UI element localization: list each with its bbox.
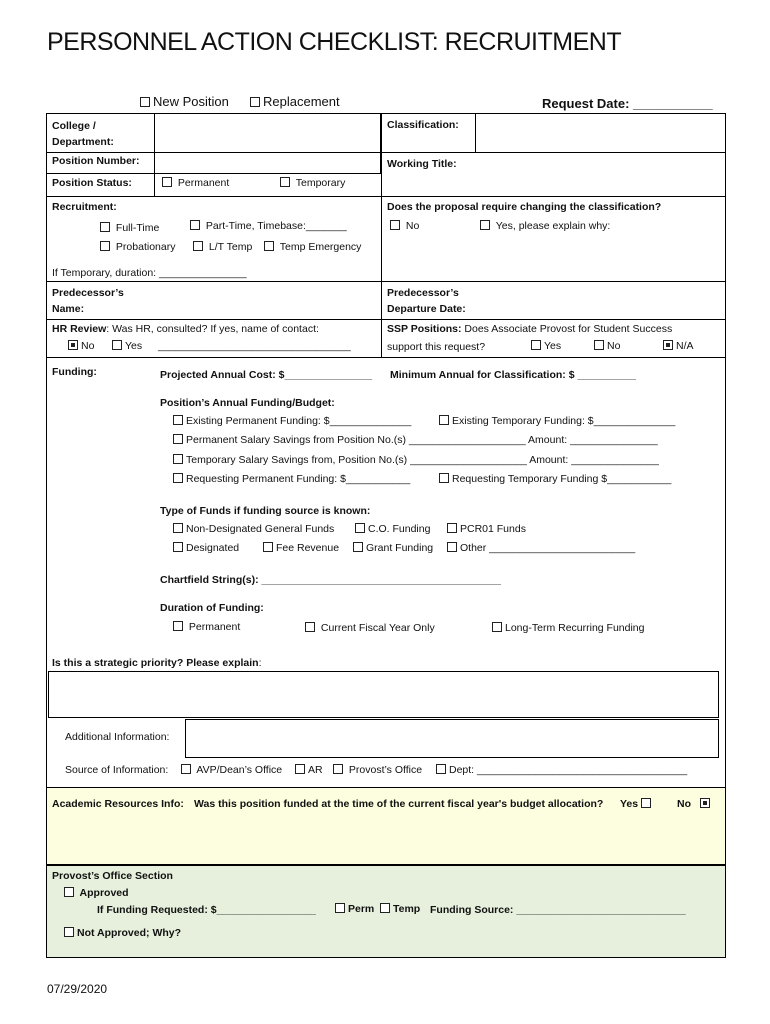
additional-info-label: Additional Information: [65, 731, 170, 743]
funding-source[interactable]: Funding Source: _____________________________ [430, 904, 686, 916]
status-temporary-checkbox[interactable] [280, 177, 290, 187]
provost-temp-checkbox[interactable] [380, 903, 390, 913]
class-change-no-checkbox[interactable] [390, 220, 400, 230]
source-of-info: Source of Information: [65, 764, 169, 776]
source-dept-checkbox[interactable] [436, 764, 446, 774]
page-title: PERSONNEL ACTION CHECKLIST: RECRUITMENT [47, 28, 622, 56]
duration-current-fy[interactable]: Current Fiscal Year Only [305, 622, 435, 634]
recruitment-label: Recruitment: [52, 201, 117, 213]
academic-resources-label: Academic Resources Info: [52, 798, 184, 810]
class-change-no[interactable]: No [390, 220, 419, 232]
requesting-temporary[interactable]: Requesting Temporary Funding $___________ [439, 473, 671, 485]
status-temporary[interactable]: Temporary [280, 177, 345, 189]
duration-funding-label: Duration of Funding: [160, 602, 264, 614]
provost-perm[interactable]: Perm [335, 903, 374, 915]
ssp-yes-checkbox[interactable] [531, 340, 541, 350]
predecessor-departure-label: Predecessor’s Departure Date: [387, 287, 466, 315]
part-time-option[interactable]: Part-Time, Timebase:_______ [190, 220, 347, 232]
source-avp[interactable]: AVP/Dean’s Office [181, 764, 282, 776]
pcr01-checkbox[interactable] [447, 523, 457, 533]
academic-yes[interactable]: Yes [620, 798, 654, 810]
college-dept-field[interactable] [154, 113, 381, 153]
status-permanent[interactable]: Permanent [162, 177, 229, 189]
provost-not-approved[interactable]: Not Approved; Why? [64, 927, 181, 939]
existing-temporary-checkbox[interactable] [439, 415, 449, 425]
type-of-funds-label: Type of Funds if funding source is known: [160, 505, 371, 517]
divider [46, 152, 726, 153]
projected-annual-cost[interactable]: Projected Annual Cost: $_______________ [160, 369, 373, 381]
existing-permanent-checkbox[interactable] [173, 415, 183, 425]
probationary-checkbox[interactable] [100, 241, 110, 251]
temp-emergency-checkbox[interactable] [264, 241, 274, 251]
designated-checkbox[interactable] [173, 542, 183, 552]
class-change-yes-checkbox[interactable] [480, 220, 490, 230]
hr-review-no[interactable]: No [68, 340, 94, 352]
requesting-temporary-checkbox[interactable] [439, 473, 449, 483]
strategic-priority-label: Is this a strategic priority? Please explain: [52, 657, 262, 669]
funding-label: Funding: [52, 366, 97, 378]
perm-salary-savings-checkbox[interactable] [173, 434, 183, 444]
fee-revenue[interactable]: Fee Revenue [263, 542, 339, 554]
academic-resources-question: Was this position funded at the time of the current fiscal year's budget allocation? [194, 798, 604, 810]
divider [381, 113, 382, 357]
other-funds-checkbox[interactable] [447, 542, 457, 552]
classification-field[interactable] [475, 113, 726, 153]
ssp-na-checkbox[interactable] [663, 340, 673, 350]
funding-budget-label: Position’s Annual Funding/Budget: [160, 397, 335, 409]
if-funding-requested[interactable]: If Funding Requested: $_________________ [97, 904, 316, 916]
existing-temporary[interactable]: Existing Temporary Funding: $______________ [439, 415, 675, 427]
ssp-no[interactable]: No [594, 340, 620, 352]
additional-info-field[interactable] [185, 719, 719, 758]
source-provost-checkbox[interactable] [333, 764, 343, 774]
status-permanent-checkbox[interactable] [162, 177, 172, 187]
provost-temp[interactable]: Temp [380, 903, 420, 915]
lt-temp-option[interactable]: L/T Temp [193, 241, 252, 253]
ssp-na[interactable]: N/A [663, 340, 694, 352]
temp-emergency-option[interactable]: Temp Emergency [264, 241, 361, 253]
requesting-permanent-checkbox[interactable] [173, 473, 183, 483]
full-time-option[interactable]: Full-Time [100, 222, 159, 234]
source-ar-checkbox[interactable] [295, 764, 305, 774]
college-dept-label: College / Department: [52, 120, 114, 148]
perm-salary-savings[interactable]: Permanent Salary Savings from Position No.(s) ____________________ Amount: _______________ [173, 434, 658, 446]
source-dept[interactable]: Dept: ____________________________________ [436, 764, 687, 776]
co-funding-checkbox[interactable] [355, 523, 365, 533]
new-position-option[interactable]: New Position [140, 94, 229, 109]
strategic-priority-field[interactable] [48, 671, 719, 718]
position-number-label: Position Number: [52, 155, 140, 167]
duration-permanent[interactable]: Permanent [173, 621, 240, 633]
grant-funding-checkbox[interactable] [353, 542, 363, 552]
ssp-yes[interactable]: Yes [531, 340, 561, 352]
ssp-question-2: support this request? [387, 341, 486, 353]
duration-long-term[interactable]: Long-Term Recurring Funding [492, 622, 644, 634]
full-time-checkbox[interactable] [100, 222, 110, 232]
divider [46, 173, 381, 174]
academic-yes-checkbox[interactable] [641, 798, 651, 808]
academic-no[interactable]: No [677, 798, 713, 810]
grant-funding[interactable]: Grant Funding [353, 542, 433, 554]
provost-not-approved-checkbox[interactable] [64, 927, 74, 937]
hr-contact-line[interactable]: _________________________________ [158, 340, 351, 352]
position-number-field[interactable] [154, 152, 381, 174]
provost-perm-checkbox[interactable] [335, 903, 345, 913]
hr-review-no-checkbox[interactable] [68, 340, 78, 350]
co-funding[interactable]: C.O. Funding [355, 523, 430, 535]
classification-label: Classification: [387, 119, 459, 131]
source-avp-checkbox[interactable] [181, 764, 191, 774]
provost-section-label: Provost’s Office Section [52, 870, 173, 882]
existing-permanent[interactable]: Existing Permanent Funding: $______________ [173, 415, 411, 427]
class-change-yes[interactable]: Yes, please explain why: [480, 220, 610, 232]
hr-review: HR Review: Was HR, consulted? If yes, name of contact: [52, 323, 319, 335]
duration-long-term-checkbox[interactable] [492, 622, 502, 632]
provost-approved[interactable]: Approved [64, 887, 129, 899]
other-funds[interactable]: Other _________________________ [447, 542, 635, 554]
non-designated-checkbox[interactable] [173, 523, 183, 533]
duration-current-fy-checkbox[interactable] [305, 622, 315, 632]
new-position-checkbox[interactable] [140, 97, 150, 107]
chartfield-string[interactable]: Chartfield String(s): _________________________________________ [160, 574, 501, 586]
hr-review-yes-checkbox[interactable] [112, 340, 122, 350]
source-ar[interactable]: AR [295, 764, 323, 776]
hr-review-yes[interactable]: Yes [112, 340, 142, 352]
minimum-annual[interactable]: Minimum Annual for Classification: $ __________ [390, 369, 636, 381]
replacement-option[interactable]: Replacement [250, 94, 340, 109]
temporary-duration[interactable]: If Temporary, duration: _______________ [52, 267, 247, 279]
divider [46, 196, 726, 197]
predecessor-name-label: Predecessor’s Name: [52, 287, 124, 315]
source-provost[interactable]: Provost’s Office [333, 764, 422, 776]
ssp-no-checkbox[interactable] [594, 340, 604, 350]
request-date[interactable]: Request Date: ___________ [542, 96, 713, 111]
requesting-permanent[interactable]: Requesting Permanent Funding: $___________ [173, 473, 410, 485]
non-designated-funds[interactable]: Non-Designated General Funds [173, 523, 334, 535]
pcr01-funds[interactable]: PCR01 Funds [447, 523, 526, 535]
replacement-checkbox[interactable] [250, 97, 260, 107]
academic-no-checkbox[interactable] [700, 798, 710, 808]
ssp-positions: SSP Positions: Does Associate Provost for Student Success [387, 323, 673, 335]
footer-date: 07/29/2020 [47, 982, 108, 996]
classification-question: Does the proposal require changing the classification? [387, 201, 662, 213]
provost-approved-checkbox[interactable] [64, 887, 74, 897]
divider [46, 281, 726, 282]
temp-salary-savings[interactable]: Temporary Salary Savings from, Position No.(s) ____________________ Amount: _______________ [173, 454, 659, 466]
divider [46, 319, 726, 320]
lt-temp-checkbox[interactable] [193, 241, 203, 251]
working-title-label: Working Title: [387, 158, 457, 170]
divider [154, 173, 155, 196]
divider [46, 357, 726, 358]
fee-revenue-checkbox[interactable] [263, 542, 273, 552]
designated-funds[interactable]: Designated [173, 542, 239, 554]
probationary-option[interactable]: Probationary [100, 241, 175, 253]
duration-permanent-checkbox[interactable] [173, 621, 183, 631]
position-status-label: Position Status: [52, 177, 132, 189]
temp-salary-savings-checkbox[interactable] [173, 454, 183, 464]
part-time-checkbox[interactable] [190, 220, 200, 230]
